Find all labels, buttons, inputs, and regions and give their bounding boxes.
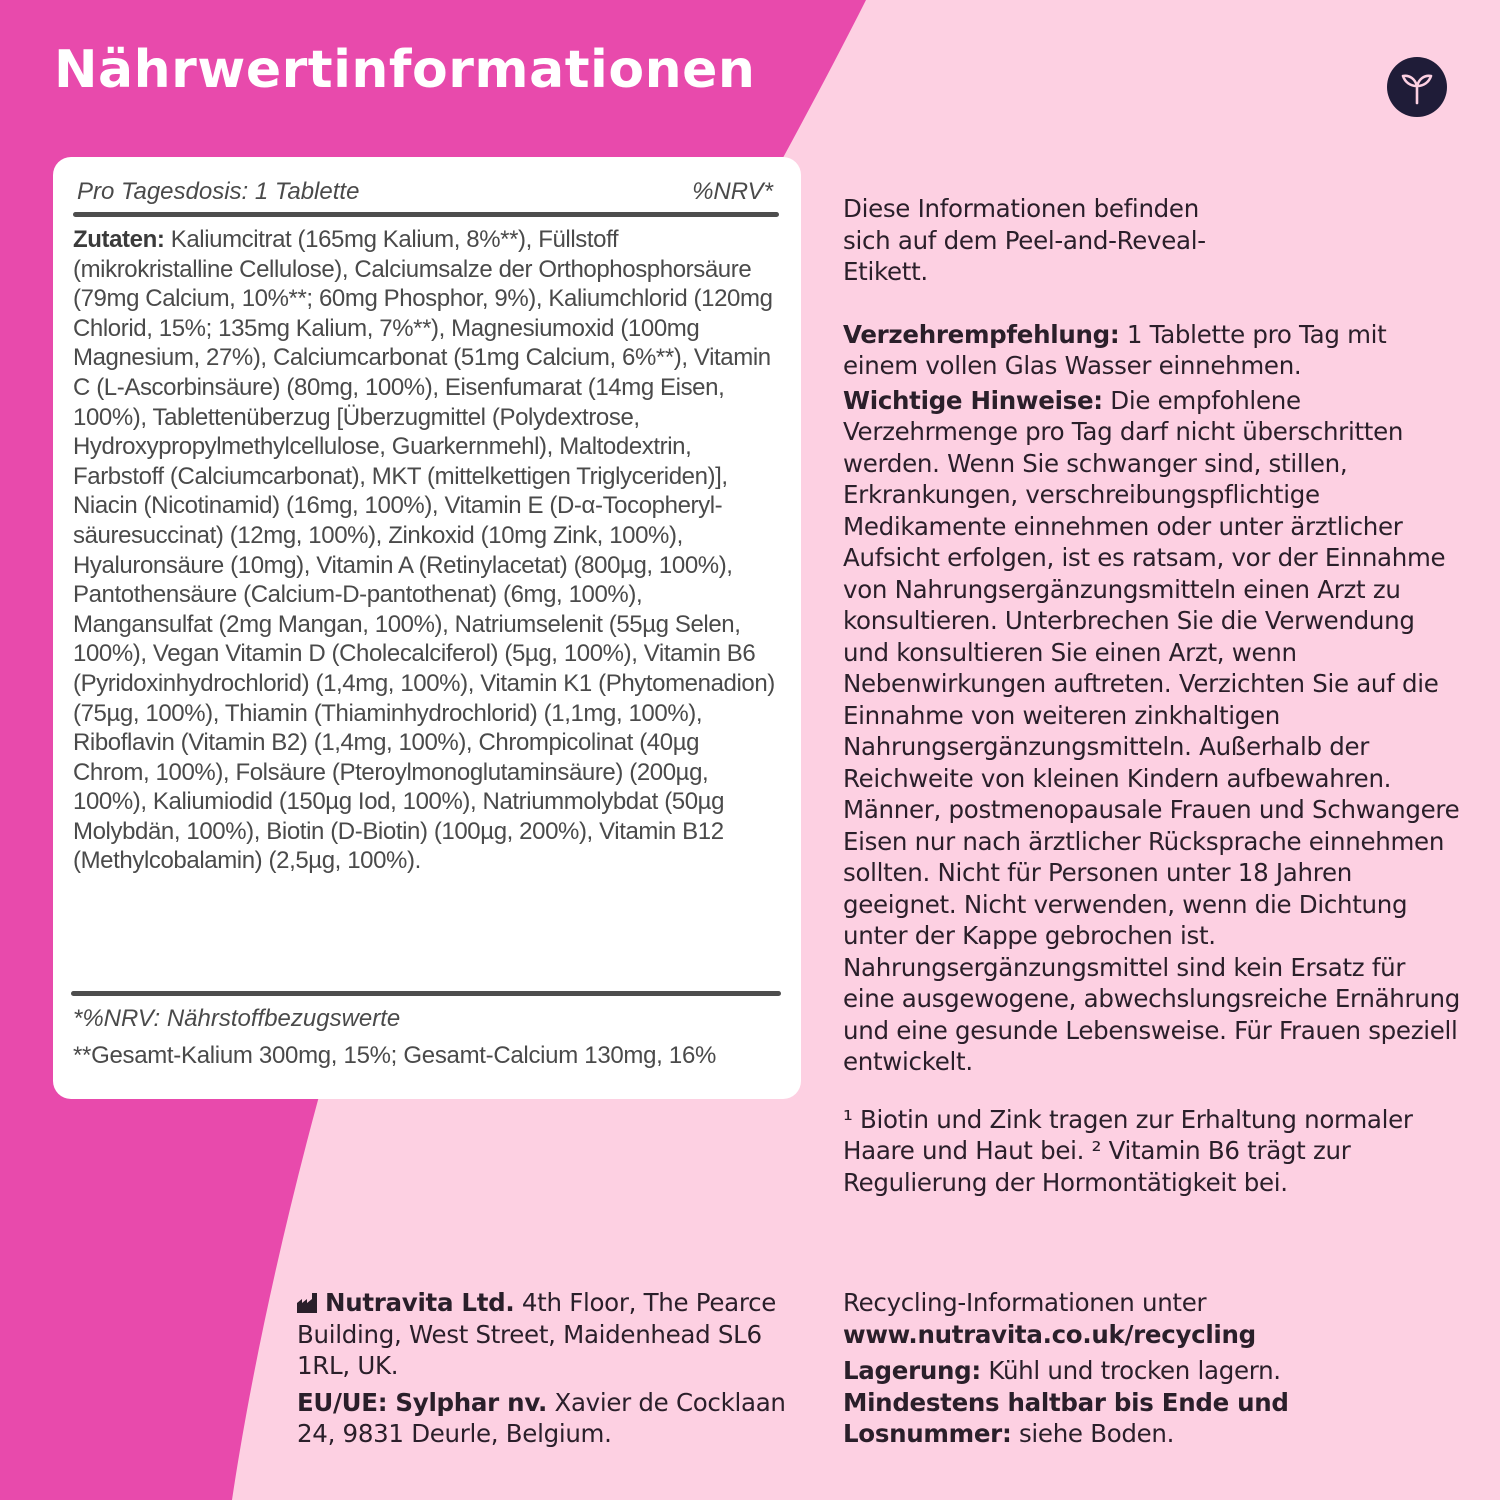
manufacturer-name: Nutravita Ltd.	[325, 1288, 515, 1317]
info-column	[843, 193, 1463, 1198]
bestbefore-label: Mindestens haltbar bis Ende und Losnummer:	[843, 1387, 1289, 1448]
storage-info	[843, 1355, 1463, 1450]
warnings-paragraph	[843, 385, 1463, 1078]
recycling-text: Recycling-Informationen unter	[843, 1288, 1207, 1317]
divider	[71, 991, 781, 996]
uk-address	[297, 1287, 807, 1382]
recycling-url[interactable]: www.nutravita.co.uk/recycling	[843, 1319, 1256, 1349]
health-claims: ¹ Biotin und Zink tragen zur Erhaltung normaler Haare und Haut bei. ² Vitamin B6 trägt zur Regulierung der Hormontätigkeit bei.	[843, 1104, 1413, 1197]
factory-icon	[297, 1293, 319, 1313]
recycling-storage	[843, 1287, 1463, 1450]
ingredients-label: Zutaten:	[73, 226, 165, 253]
dosage-text: 1 Tablette pro Tag mit einem vollen Glas Wasser einnehmen.	[843, 319, 1387, 380]
storage-label: Lagerung:	[843, 1356, 981, 1385]
card-header	[73, 173, 779, 206]
sprout-icon	[1397, 67, 1437, 107]
ingredients-list	[73, 225, 779, 876]
totals-footnote: **Gesamt-Kalium 300mg, 15%; Gesamt-Calcium 130mg, 16%	[73, 1042, 717, 1069]
intro-text: Diese Informationen befinden sich auf dem Peel-and-Reveal-Etikett.	[843, 194, 1206, 286]
bestbefore-text: siehe Boden.	[1011, 1419, 1175, 1448]
dosage-label: Verzehrempfehlung:	[843, 319, 1120, 349]
manufacturer-address-text: 4th Floor, The Pearce Building, West Street, Maidenhead SL6 1RL, UK.	[297, 1288, 777, 1380]
page-title: Nährwertinformationen	[54, 40, 756, 100]
ingredients-text: Kaliumcitrat (165mg Kalium, 8%**), Füllstoff (mikrokristalline Cellulose), Calciumsalze der Orthophosphorsäure (79mg Calcium, 10%**; 60mg Phosphor, 9%), Kaliumchlorid (120mg Chlorid, 15%; 135mg Kalium, 7%**), Magnesiumoxid (100mg Magnesium, 27%), Calciumcarbonat (51mg Calcium, 6%**), Vitamin C (L-Ascorbinsäure) (80mg, 100%), Eisenfumarat (14mg Eisen, 100%), Tablettenüberzug [Überzugmittel (Polydextrose, Hydroxypropylmethylcellulose, Guarkernmehl), Maltodextrin, Farbstoff (Calciumcarbonat), MKT (mittelkettigen Triglyceriden)], Niacin (Nicotinamid) (16mg, 100%), Vitamin E (D-α-Tocopheryl- säuresuccinat) (12mg, 100%), Zinkoxid (10mg Zink, 100%), Hyaluronsäure (10mg), Vitamin A (Retinylacetat) (800µg, 100%), Pantothensäure (Calcium-D-pantothenat) (6mg, 100%), Mangansulfat (2mg Mangan, 100%), Natriumselenit (55µg Selen, 100%), Vegan Vitamin D (Cholecalciferol) (5µg, 100%), Vitamin B6 (Pyridoxinhydrochlorid) (1,4mg, 100%), Vitamin K1 (Phytomenadion) (75µg, 100%), Thiamin (Thiaminhydrochlorid) (1,1mg, 100%), Riboflavin (Vitamin B2) (1,4mg, 100%), Chrompicolinat (40µg Chrom, 100%), Folsäure (Pteroylmonoglutaminsäure) (200µg, 100%), Kaliumiodid (150µg Iod, 100%), Natriummolybdat (50µg Molybdän, 100%), Biotin (D-Biotin) (100µg, 200%), Vitamin B12 (Methylcobalamin) (2,5µg, 100%).	[73, 226, 775, 875]
recycling-info	[843, 1287, 1463, 1350]
eu-label: EU/UE: Sylphar nv.	[297, 1387, 547, 1417]
divider	[73, 212, 779, 217]
manufacturer-address	[297, 1287, 807, 1450]
eu-address	[297, 1387, 807, 1450]
brand-logo	[1387, 57, 1447, 117]
nrv-label: %NRV*	[692, 178, 773, 205]
serving-label: Pro Tagesdosis: 1 Tablette	[77, 178, 360, 205]
storage-text: Kühl und trocken lagern.	[980, 1356, 1281, 1385]
warnings-label: Wichtige Hinweise:	[843, 385, 1103, 415]
dosage-paragraph	[843, 319, 1463, 382]
nrv-footnote: *%NRV: Nährstoffbezugswerte	[73, 1005, 401, 1032]
nutrition-card	[53, 157, 801, 1099]
eu-address-text: Xavier de Cocklaan 24, 9831 Deurle, Belgium.	[297, 1387, 786, 1448]
warnings-text: Die empfohlene Verzehrmenge pro Tag darf nicht überschritten werden. Wenn Sie schwanger sind, stillen, Erkrankungen, verschreibungspflichtige Medikamente einnehmen oder unter ärztlicher Aufsicht erfolgen, ist es ratsam, vor der Einnahme von Nahrungsergänzungsmitteln einen Arzt zu konsultieren. Unterbrechen Sie die Verwendung und konsultieren Sie einen Arzt, wenn Nebenwirkungen auftreten. Verzichten Sie auf die Einnahme von weiteren zinkhaltigen Nahrungsergänzungsmitteln. Außerhalb der Reichweite von kleinen Kindern aufbewahren. Männer, postmenopausale Frauen und Schwangere Eisen nur nach ärztlicher Rücksprache einnehmen sollten. Nicht für Personen unter 18 Jahren geeignet. Nicht verwenden, wenn die Dichtung unter der Kappe gebrochen ist. Nahrungsergänzungsmittel sind kein Ersatz für eine ausgewogene, abwechslungsreiche Ernährung und eine gesunde Lebensweise. Für Frauen speziell entwickelt.	[843, 385, 1460, 1076]
